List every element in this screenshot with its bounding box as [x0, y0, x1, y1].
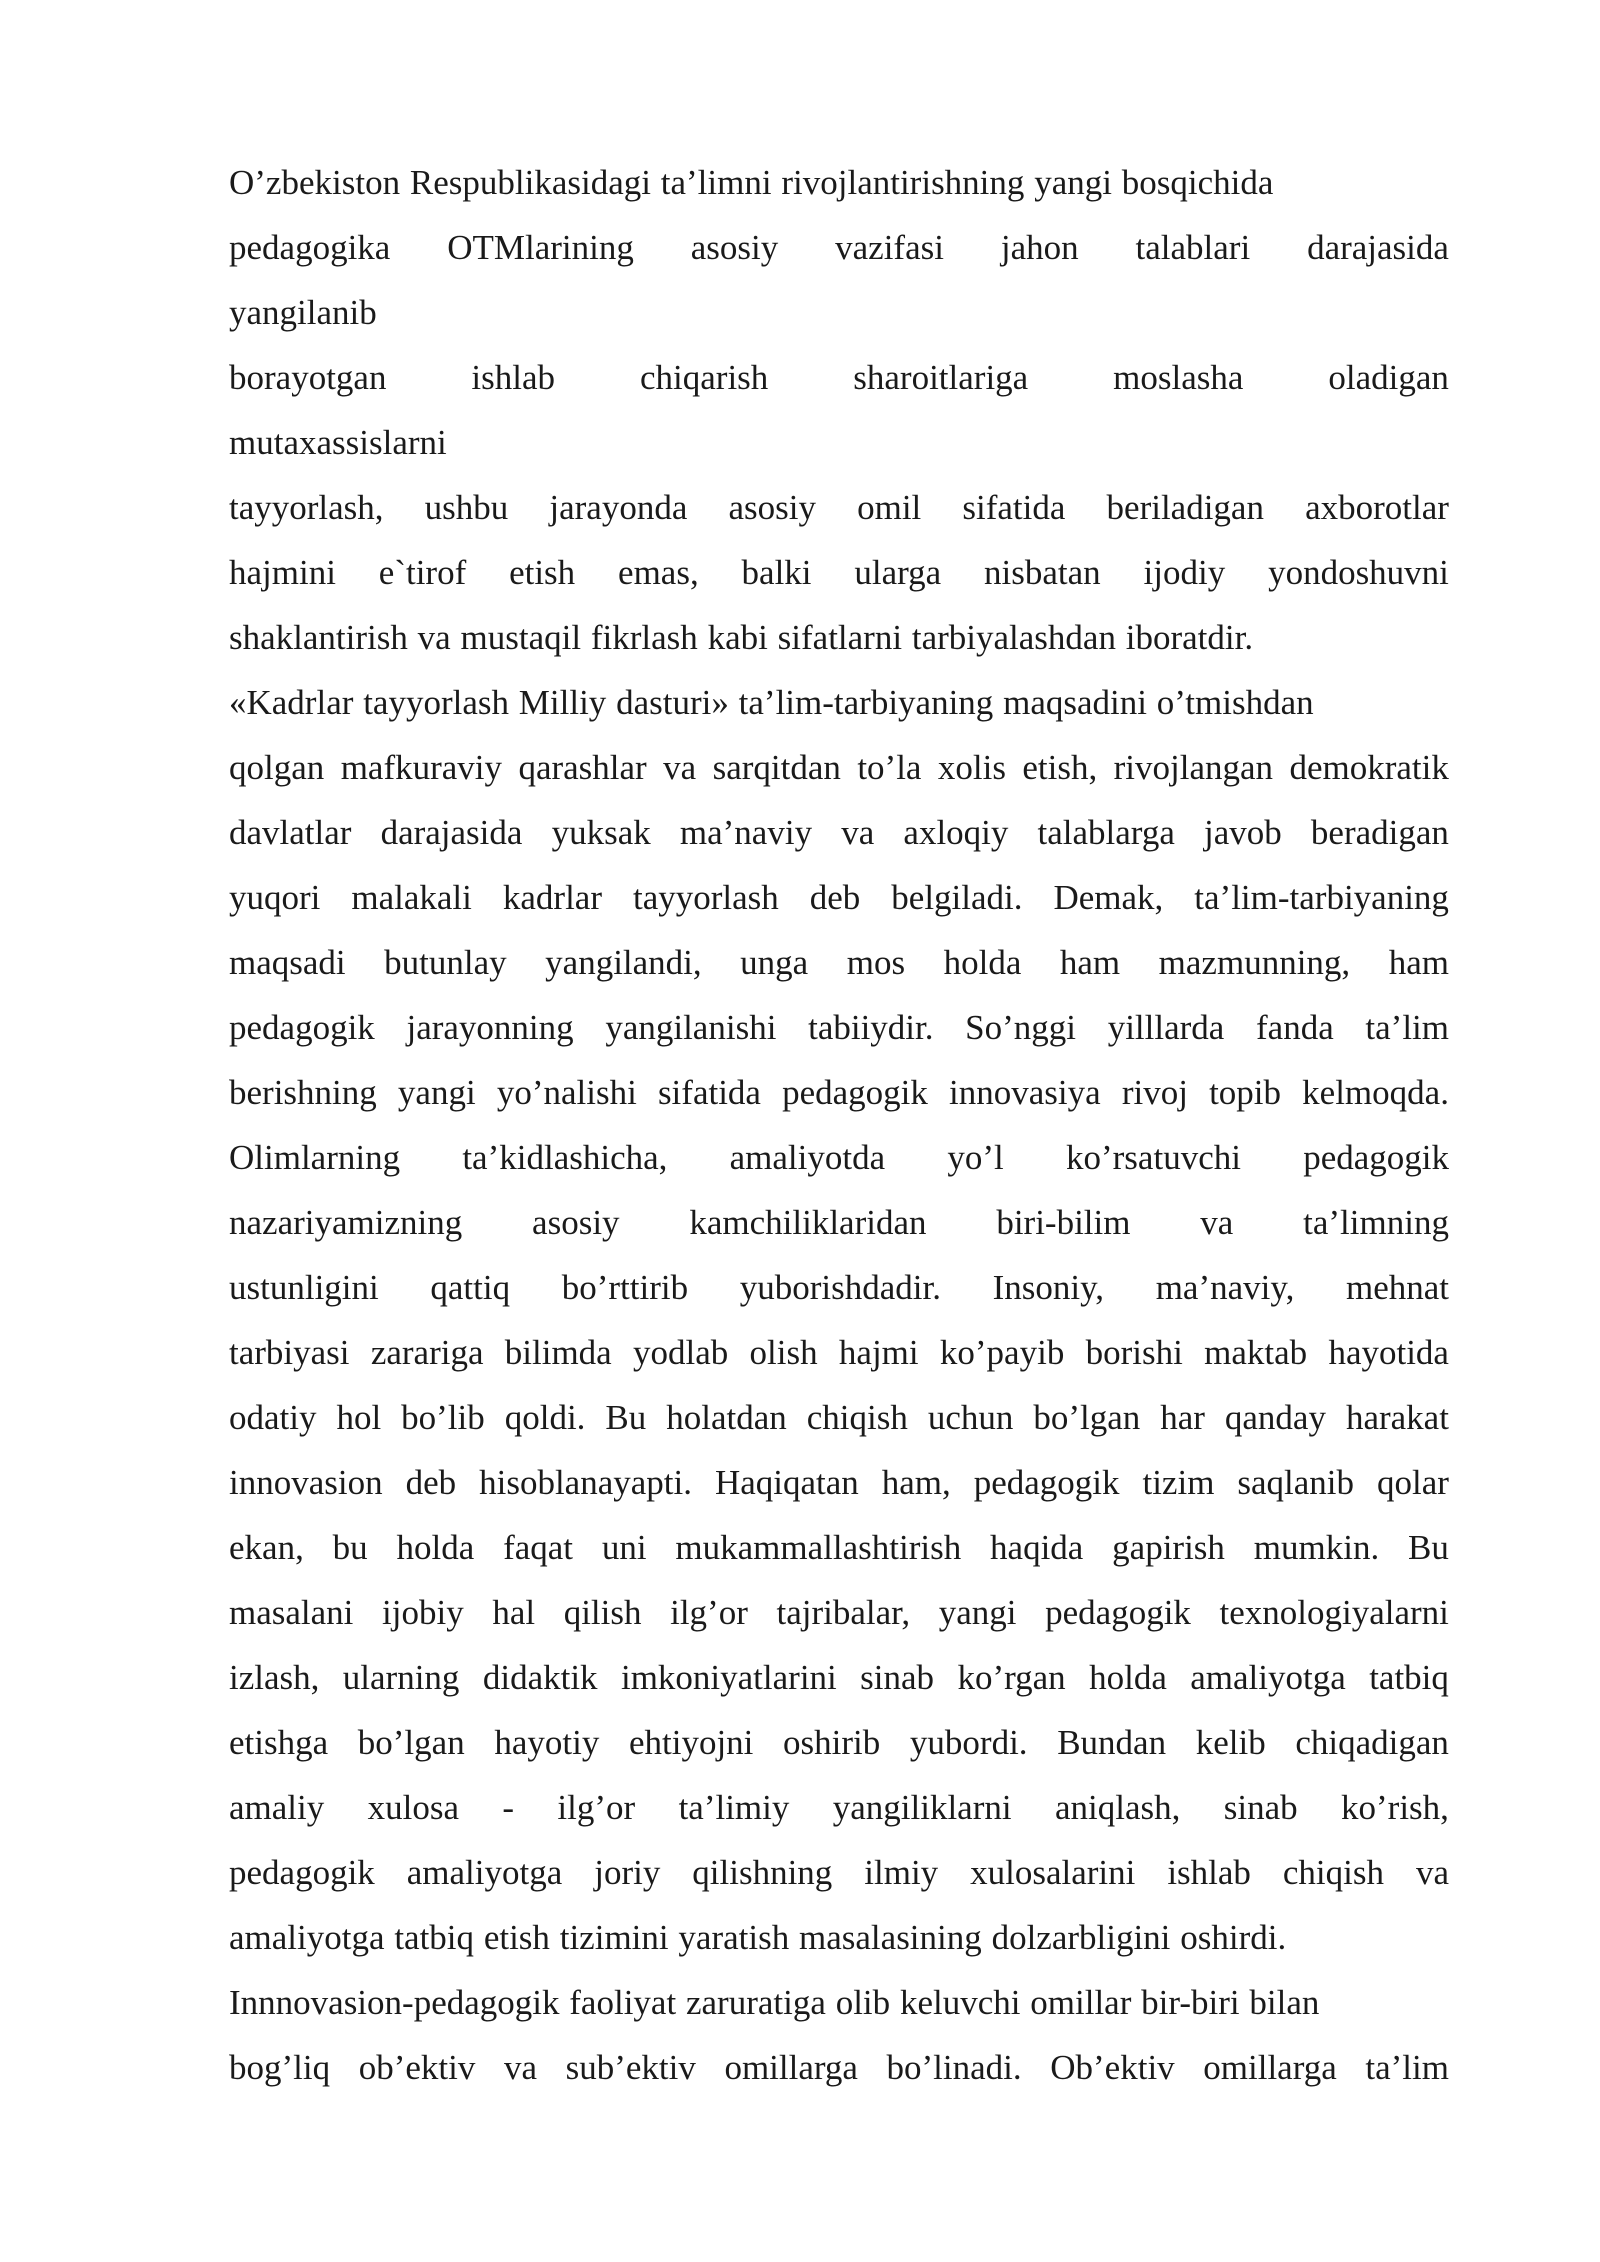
word: axloqiy: [903, 813, 1009, 852]
word: ham: [1059, 943, 1121, 982]
word: berishning: [229, 1073, 377, 1112]
paragraph-text: [229, 150, 1449, 2100]
word: mazmunning,: [1158, 943, 1351, 982]
word: qanday: [1224, 1398, 1326, 1437]
text-line: [229, 1840, 1449, 1905]
word: pedagogik: [782, 1073, 928, 1112]
word: hayotida: [1328, 1333, 1449, 1372]
word: mehnat: [1345, 1268, 1449, 1307]
word: omil: [857, 488, 922, 527]
word: deb: [405, 1463, 457, 1502]
word: yuborishdadir.: [739, 1268, 941, 1307]
word: izlash,: [229, 1658, 320, 1697]
word: kelmoqda.: [1302, 1073, 1449, 1112]
word: tarbiyalashdan: [911, 618, 1116, 657]
word: Bu: [605, 1398, 647, 1437]
word: jarayonda: [549, 488, 688, 527]
word: pedagogik: [229, 1008, 375, 1047]
word: qarashlar: [518, 748, 647, 787]
word: uni: [601, 1528, 647, 1567]
word: olish: [749, 1333, 818, 1372]
word: ekan,: [229, 1528, 304, 1567]
word: iboratdir.: [1125, 618, 1254, 657]
word: ta’lim: [1365, 2048, 1449, 2087]
word: yubordi.: [909, 1723, 1028, 1762]
text-line: [229, 1710, 1449, 1775]
word: omillarga: [724, 2048, 858, 2087]
word: va: [1200, 1203, 1234, 1242]
word: beriladigan: [1106, 488, 1264, 527]
word: etish,: [1022, 748, 1098, 787]
word: Ob’ektiv: [1050, 2048, 1175, 2087]
word: texnologiyalarni: [1219, 1593, 1449, 1632]
word: Olimlarning: [229, 1138, 401, 1177]
text-line: [229, 150, 1449, 215]
word: demokratik: [1289, 748, 1449, 787]
word: bu: [332, 1528, 368, 1567]
word: yondoshuvni: [1268, 553, 1449, 592]
word: yaratish: [678, 1918, 790, 1957]
text-line: [229, 1775, 1449, 1840]
word: butunlay: [384, 943, 507, 982]
word: ishlab: [1167, 1853, 1251, 1892]
word: zaruratiga: [685, 1983, 826, 2022]
word: ularga: [854, 553, 942, 592]
word: holda: [1089, 1658, 1167, 1697]
word: ustunligini: [229, 1268, 379, 1307]
text-line: [229, 410, 1449, 475]
word: saqlanib: [1237, 1463, 1355, 1502]
word: ham,: [881, 1463, 951, 1502]
word: pedagogik: [1045, 1593, 1191, 1632]
text-line: [229, 930, 1449, 995]
word: tayyorlash: [363, 683, 509, 722]
word: vazifasi: [835, 228, 944, 267]
word: kamchiliklaridan: [689, 1203, 927, 1242]
text-line: [229, 540, 1449, 605]
word: didaktik: [482, 1658, 598, 1697]
word: joriy: [594, 1853, 661, 1892]
word: etish: [509, 553, 576, 592]
word: xulosalarini: [970, 1853, 1136, 1892]
word: mutaxassislarni: [229, 423, 447, 462]
word: oshirdi.: [1180, 1918, 1287, 1957]
word: beradigan: [1310, 813, 1449, 852]
word: dasturi»: [616, 683, 729, 722]
word: darajasida: [1307, 228, 1449, 267]
word: ilg’or: [670, 1593, 748, 1632]
word: o’tmishdan: [1156, 683, 1314, 722]
word: pedagogik: [229, 1853, 375, 1892]
word: etishga: [229, 1723, 329, 1762]
word: imkoniyatlarini: [620, 1658, 837, 1697]
word: Respublikasidagi: [409, 163, 651, 202]
word: ushbu: [424, 488, 509, 527]
word: yangilanib: [229, 293, 377, 332]
word: gapirish: [1112, 1528, 1225, 1567]
word: tabiiydir.: [808, 1008, 934, 1047]
word: balki: [741, 553, 812, 592]
word: qilishning: [692, 1853, 833, 1892]
word: innovasion: [229, 1463, 383, 1502]
word: va: [417, 618, 451, 657]
word: ta’lim-tarbiyaning: [1194, 878, 1449, 917]
word: kabi: [707, 618, 768, 657]
word: harakat: [1345, 1398, 1449, 1437]
word: sub’ektiv: [565, 2048, 696, 2087]
word: yangiliklarni: [832, 1788, 1012, 1827]
word: davlatlar: [229, 813, 352, 852]
word: borayotgan: [229, 358, 387, 397]
word: holda: [943, 943, 1022, 982]
word: shaklantirish: [229, 618, 408, 657]
word: va: [841, 813, 875, 852]
word: Insoniy,: [992, 1268, 1105, 1307]
word: chiqarish: [640, 358, 769, 397]
word: borishi: [1085, 1333, 1183, 1372]
word: qattiq: [430, 1268, 511, 1307]
word: va: [1415, 1853, 1449, 1892]
word: ma’naviy: [679, 813, 813, 852]
text-line: [229, 475, 1449, 540]
word: sinab: [860, 1658, 935, 1697]
word: oladigan: [1328, 358, 1449, 397]
word: holatdan: [666, 1398, 787, 1437]
word: chiqish: [1282, 1853, 1384, 1892]
word: bilan: [1249, 1983, 1320, 2022]
word: tizim: [1142, 1463, 1215, 1502]
word: omillarga: [1203, 2048, 1337, 2087]
word: tatbiq: [1369, 1658, 1449, 1697]
word: to’la: [857, 748, 922, 787]
word: yodlab: [633, 1333, 729, 1372]
word: javob: [1204, 813, 1282, 852]
word: innovasiya: [949, 1073, 1101, 1112]
word: etish: [483, 1918, 550, 1957]
word: bir-biri: [1141, 1983, 1240, 2022]
word: e`tirof: [378, 553, 467, 592]
word: sinab: [1223, 1788, 1298, 1827]
text-line: [229, 735, 1449, 800]
word: fanda: [1256, 1008, 1334, 1047]
word: sifatida: [962, 488, 1066, 527]
word: zarariga: [370, 1333, 484, 1372]
word: Milliy: [518, 683, 607, 722]
word: malakali: [351, 878, 472, 917]
text-line: [229, 1970, 1449, 2035]
word: holda: [396, 1528, 475, 1567]
word: maqsadi: [229, 943, 346, 982]
word: yuqori: [229, 878, 321, 917]
word: qolgan: [229, 748, 325, 787]
word: Bu: [1408, 1528, 1449, 1567]
word: ilg’or: [557, 1788, 636, 1827]
word: mos: [846, 943, 906, 982]
word: sifatlarni: [777, 618, 903, 657]
word: yo’nalishi: [496, 1073, 637, 1112]
text-line: [229, 1580, 1449, 1645]
word: keluvchi: [899, 1983, 1021, 2022]
word: ijodiy: [1143, 553, 1226, 592]
word: emas,: [618, 553, 699, 592]
word: ko’rish,: [1341, 1788, 1449, 1827]
text-line: [229, 865, 1449, 930]
word: amaliyotda: [729, 1138, 886, 1177]
text-line: [229, 1450, 1449, 1515]
word: bosqichida: [1121, 163, 1274, 202]
text-line: [229, 1905, 1449, 1970]
word: asosiy: [728, 488, 816, 527]
word: ko’rgan: [957, 1658, 1066, 1697]
word: rivojlantirishning: [781, 163, 1025, 202]
word: maktab: [1204, 1333, 1308, 1372]
word: hal: [492, 1593, 536, 1632]
text-line: [229, 995, 1449, 1060]
word: bilimda: [504, 1333, 612, 1372]
word: yangilanishi: [605, 1008, 777, 1047]
word: haqida: [990, 1528, 1084, 1567]
word: ta’lim-tarbiyaning: [738, 683, 994, 722]
word: deb: [809, 878, 861, 917]
word: bo’linadi.: [886, 2048, 1022, 2087]
word: nisbatan: [984, 553, 1101, 592]
word: biri-bilim: [996, 1203, 1131, 1242]
word: asosiy: [532, 1203, 620, 1242]
word: OTMlarining: [447, 228, 634, 267]
text-line: [229, 1645, 1449, 1710]
word: jahon: [1000, 228, 1079, 267]
document-body: [229, 150, 1449, 2100]
word: ijobiy: [382, 1593, 464, 1632]
word: tizimini: [559, 1918, 669, 1957]
word: talablari: [1135, 228, 1251, 267]
word: qolar: [1377, 1463, 1449, 1502]
text-line: [229, 215, 1449, 280]
word: jarayonning: [406, 1008, 574, 1047]
word: yilllarda: [1107, 1008, 1225, 1047]
word: Innnovasion-pedagogik: [229, 1983, 560, 2022]
text-line: [229, 1125, 1449, 1190]
word: -: [502, 1788, 515, 1827]
word: hayotiy: [494, 1723, 600, 1762]
word: yangi: [397, 1073, 476, 1112]
word: tarbiyasi: [229, 1333, 350, 1372]
word: har: [1160, 1398, 1205, 1437]
text-line: [229, 2035, 1449, 2100]
text-line: [229, 1320, 1449, 1385]
word: hajmi: [838, 1333, 919, 1372]
word: ko’payib: [939, 1333, 1065, 1372]
word: darajasida: [380, 813, 523, 852]
word: tayyorlash: [632, 878, 779, 917]
text-line: [229, 800, 1449, 865]
word: amaliyotga: [406, 1853, 563, 1892]
word: talablarga: [1037, 813, 1175, 852]
word: faqat: [503, 1528, 574, 1567]
word: Bundan: [1057, 1723, 1167, 1762]
word: ob’ektiv: [358, 2048, 476, 2087]
text-line: [229, 605, 1449, 670]
text-line: [229, 345, 1449, 410]
word: hajmini: [229, 553, 336, 592]
word: amaliyotga: [1190, 1658, 1346, 1697]
text-line: [229, 670, 1449, 735]
word: amaliy: [229, 1788, 325, 1827]
word: mafkuraviy: [340, 748, 503, 787]
word: yangilandi,: [545, 943, 702, 982]
word: kelib: [1195, 1723, 1266, 1762]
word: oshirib: [783, 1723, 881, 1762]
word: ta’limning: [1303, 1203, 1449, 1242]
word: So’nggi: [965, 1008, 1077, 1047]
word: xulosa: [367, 1788, 460, 1827]
word: ilmiy: [864, 1853, 939, 1892]
word: olib: [835, 1983, 891, 2022]
word: pedagogik: [973, 1463, 1120, 1502]
word: chiqadigan: [1295, 1723, 1449, 1762]
word: pedagogika: [229, 228, 391, 267]
word: belgiladi.: [891, 878, 1023, 917]
word: moslasha: [1113, 358, 1244, 397]
word: bo’lgan: [357, 1723, 465, 1762]
word: aniqlash,: [1054, 1788, 1181, 1827]
word: topib: [1209, 1073, 1282, 1112]
word: hisoblanayapti.: [479, 1463, 692, 1502]
word: unga: [740, 943, 809, 982]
word: sifatida: [657, 1073, 761, 1112]
word: hol: [336, 1398, 382, 1437]
word: va: [503, 2048, 537, 2087]
word: yangi: [1034, 163, 1112, 202]
word: mumkin.: [1253, 1528, 1380, 1567]
text-line: [229, 280, 1449, 345]
word: nazariyamizning: [229, 1203, 463, 1242]
word: uchun: [927, 1398, 1014, 1437]
word: yo’l: [947, 1138, 1004, 1177]
word: ta’lim: [1365, 1008, 1449, 1047]
word: yuksak: [551, 813, 651, 852]
word: bog’liq: [229, 2048, 331, 2087]
word: odatiy: [229, 1398, 317, 1437]
word: qoldi.: [504, 1398, 586, 1437]
word: dolzarbligini: [991, 1918, 1171, 1957]
word: ta’limiy: [678, 1788, 790, 1827]
word: ko’rsatuvchi: [1066, 1138, 1241, 1177]
word: masalasining: [799, 1918, 982, 1957]
word: ham: [1388, 943, 1449, 982]
word: masalani: [229, 1593, 354, 1632]
word: ishlab: [471, 358, 556, 397]
word: tatbiq: [394, 1918, 475, 1957]
word: fikrlash: [590, 618, 698, 657]
word: Demak,: [1053, 878, 1164, 917]
word: pedagogik: [1303, 1138, 1449, 1177]
word: asosiy: [690, 228, 779, 267]
word: ma’naviy,: [1155, 1268, 1295, 1307]
word: mustaqil: [460, 618, 582, 657]
word: amaliyotga: [229, 1918, 385, 1957]
text-line: [229, 1255, 1449, 1320]
word: va: [663, 748, 697, 787]
text-line: [229, 1515, 1449, 1580]
word: Haqiqatan: [714, 1463, 859, 1502]
word: omillar: [1030, 1983, 1132, 2022]
word: chiqish: [806, 1398, 908, 1437]
text-line: [229, 1060, 1449, 1125]
word: rivojlangan: [1113, 748, 1274, 787]
word: «Kadrlar: [229, 683, 354, 722]
text-line: [229, 1190, 1449, 1255]
word: tajribalar,: [776, 1593, 911, 1632]
word: faoliyat: [569, 1983, 677, 2022]
word: yangi: [938, 1593, 1017, 1632]
word: ta’kidlashicha,: [462, 1138, 668, 1177]
word: ularning: [342, 1658, 460, 1697]
word: ta’limni: [660, 163, 772, 202]
word: ehtiyojni: [628, 1723, 754, 1762]
word: rivoj: [1121, 1073, 1188, 1112]
word: tayyorlash,: [229, 488, 384, 527]
word: sharoitlariga: [853, 358, 1029, 397]
word: maqsadini: [1003, 683, 1147, 722]
word: kadrlar: [502, 878, 602, 917]
text-line: [229, 1385, 1449, 1450]
word: bo’lgan: [1033, 1398, 1141, 1437]
word: mukammallashtirish: [675, 1528, 962, 1567]
word: O’zbekiston: [229, 163, 401, 202]
word: bo’lib: [401, 1398, 485, 1437]
word: bo’rttirib: [561, 1268, 689, 1307]
word: sarqitdan: [712, 748, 841, 787]
word: qilish: [563, 1593, 642, 1632]
word: xolis: [937, 748, 1006, 787]
word: axborotlar: [1305, 488, 1449, 527]
